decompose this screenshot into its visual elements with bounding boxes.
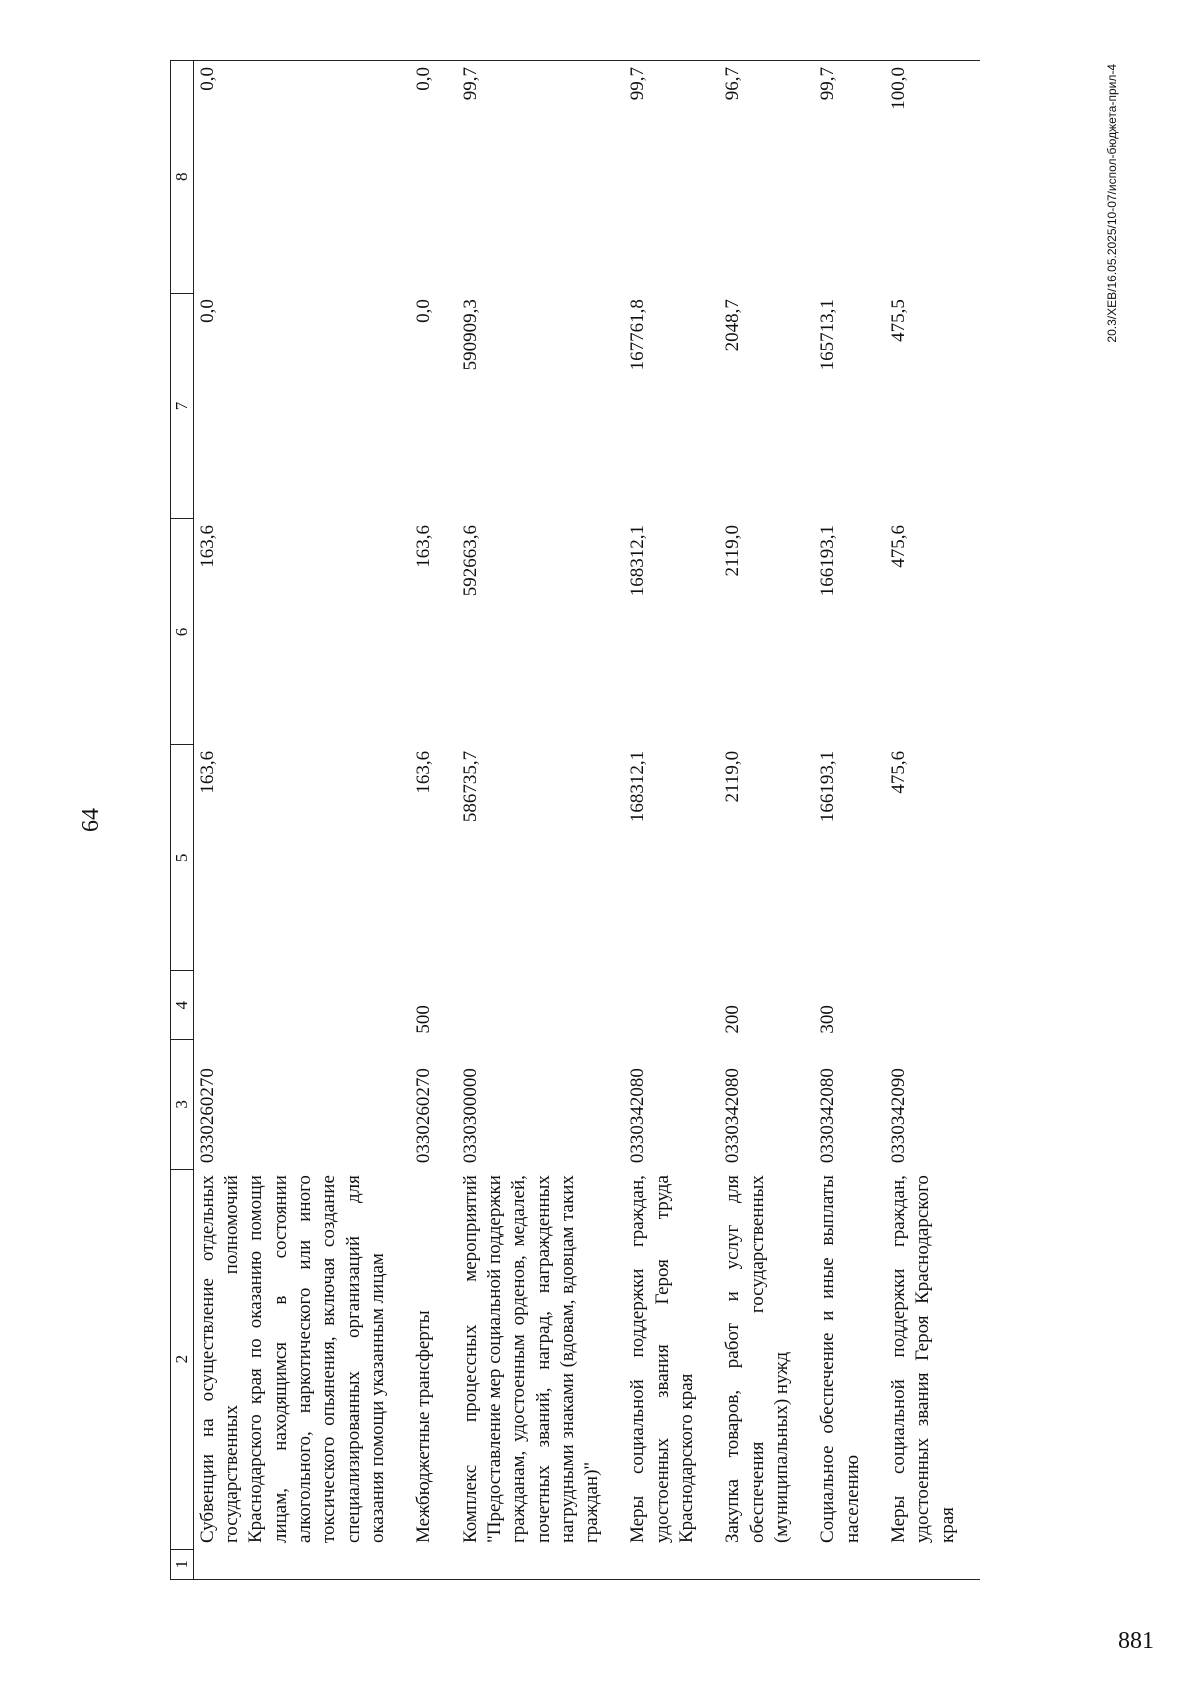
document-stamp: 20.3/XEB/16.05.2025/10-07/испол-бюджета-прил-4: [1105, 64, 1119, 343]
table-row: [624, 61, 719, 1580]
row-value-5: 163,6: [196, 750, 218, 794]
column-number: 1: [171, 1549, 194, 1579]
column-number: 4: [171, 971, 194, 1040]
row-name: Межбюджетные трансферты: [413, 1310, 435, 1544]
rotated-page: [78, 60, 1180, 1580]
table-row: [410, 61, 456, 1580]
row-value-5: 163,6: [413, 750, 435, 794]
row-type: [624, 971, 719, 1040]
column-number-row: [171, 61, 194, 1580]
row-value-5: 475,6: [887, 750, 909, 794]
row-value-5: 166193,1: [817, 750, 839, 823]
row-value-6: 475,6: [887, 525, 909, 568]
row-value-6: 166193,1: [817, 525, 839, 597]
row-code: 0330300000: [459, 1068, 481, 1164]
row-value-8: 96,7: [719, 61, 814, 294]
column-number: 6: [171, 519, 194, 745]
row-type: 200: [722, 1005, 744, 1034]
page-number: 64: [78, 808, 104, 832]
row-value-7: 2048,7: [722, 299, 744, 352]
row-type: [885, 971, 980, 1040]
budget-table: [170, 60, 980, 1580]
table-row: [885, 61, 980, 1580]
table-row: [814, 61, 885, 1580]
row-value-8: 99,7: [624, 61, 719, 294]
row-name: Комплекс процессных мероприятий "Предоставление мер социальной поддержки гражданам, удостоенным орденов, медалей, почетных званий, наград, награжденных нагрудными знаками (вдовам, вдовцам таких граждан)": [459, 1175, 603, 1544]
row-code: 0330342090: [887, 1068, 909, 1164]
row-value-7: 165713,1: [817, 299, 839, 371]
column-number: 2: [171, 1169, 194, 1549]
row-name: Субвенции на осуществление отдельных государственных полномочий Краснодарского края по оказанию помощи лицам, находящимся в состоянии алкогольного, наркотического или иного токсического опьянения, включая создание специализированных организаций для оказания помощи указанным лицам: [196, 1175, 388, 1544]
row-value-6: 163,6: [413, 525, 435, 568]
row-value-6: 592663,6: [459, 525, 481, 597]
table-row: [193, 61, 410, 1580]
column-number: 5: [171, 745, 194, 971]
row-code: 0330342080: [722, 1068, 744, 1164]
row-value-7: 590909,3: [459, 299, 481, 371]
row-value-8: 0,0: [410, 61, 456, 294]
row-value-7: 0,0: [413, 299, 435, 323]
row-value-8: 99,7: [457, 61, 625, 294]
row-value-6: 2119,0: [722, 525, 744, 577]
row-value-5: 2119,0: [722, 750, 744, 803]
row-type: [457, 971, 625, 1040]
row-name: Закупка товаров, работ и услуг для обеспечения государственных (муниципальных) нужд: [722, 1175, 792, 1544]
row-name: Меры социальной поддержки граждан, удостоенных звания Героя труда Краснодарского края: [627, 1175, 698, 1544]
column-number: 3: [171, 1040, 194, 1169]
row-code: 0330342080: [627, 1068, 649, 1164]
row-value-8: 100,0: [885, 61, 980, 294]
row-value-7: 0,0: [196, 299, 218, 323]
row-code: 0330342080: [817, 1068, 839, 1164]
row-type: 300: [817, 1005, 839, 1034]
row-value-5: 168312,1: [627, 750, 649, 823]
row-value-8: 0,0: [193, 61, 410, 294]
row-value-7: 167761,8: [627, 299, 649, 371]
column-number: 7: [171, 293, 194, 519]
table-row: [719, 61, 814, 1580]
row-value-6: 168312,1: [627, 525, 649, 597]
column-number: 8: [171, 61, 194, 294]
row-value-7: 475,5: [887, 299, 909, 342]
row-value-5: 586735,7: [459, 750, 481, 823]
row-name: Социальное обеспечение и иные выплаты населению: [817, 1175, 863, 1544]
side-page-number: 881: [1118, 1628, 1154, 1654]
row-name: Меры социальной поддержки граждан, удостоенных звания Героя Краснодарского края: [887, 1175, 958, 1544]
row-value-8: 99,7: [814, 61, 885, 294]
row-type: 500: [413, 1005, 435, 1034]
row-code: 0330260270: [196, 1068, 218, 1164]
row-type: [193, 971, 410, 1040]
row-value-6: 163,6: [196, 525, 218, 568]
row-code: 0330260270: [413, 1068, 435, 1164]
table-row: [457, 61, 625, 1580]
